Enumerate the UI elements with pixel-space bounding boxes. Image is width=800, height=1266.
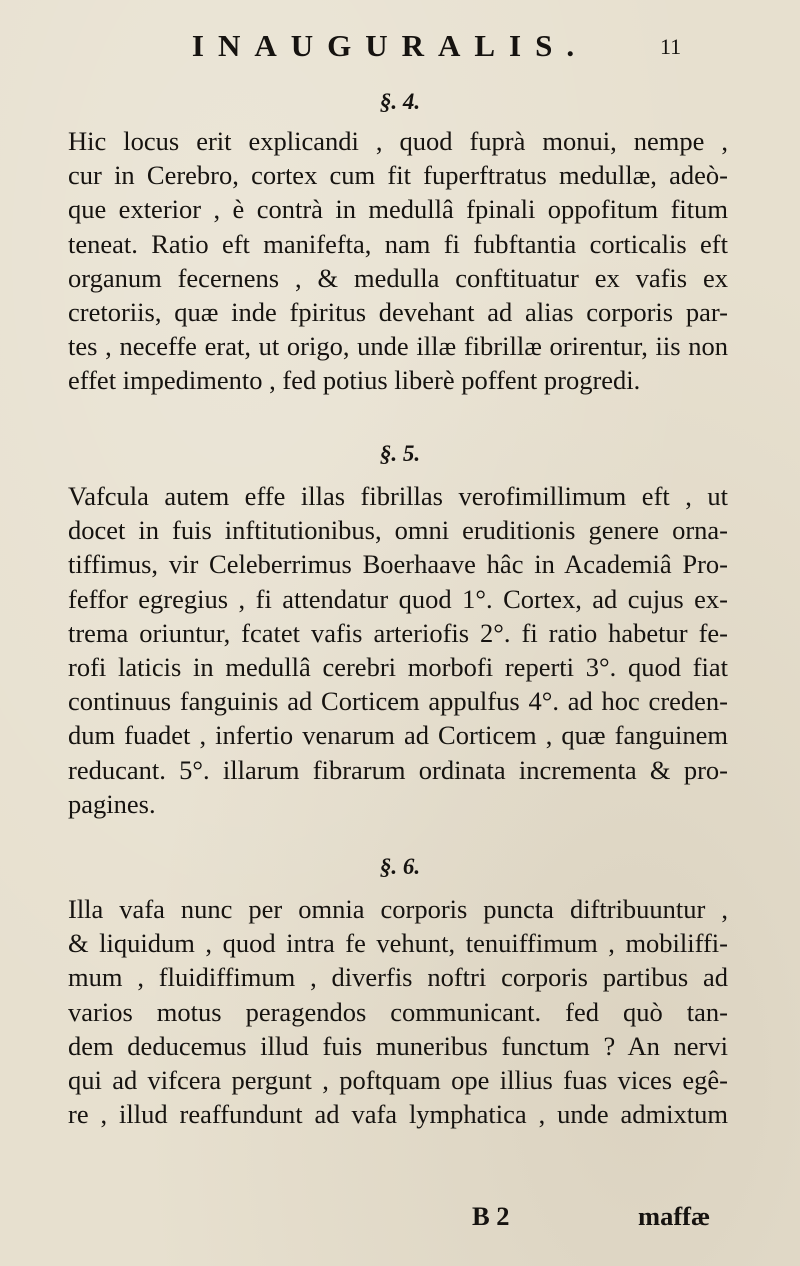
text-line: teneat. Ratio eft manifefta, nam fi fubftantia corticalis eft <box>68 228 728 259</box>
page-number: 11 <box>660 34 682 59</box>
text-line: reducant. 5°. illarum fibrarum ordinata incrementa & pro- <box>68 754 728 785</box>
paragraph-section-4 <box>68 124 728 398</box>
text-line: Illa vafa nunc per omnia corporis puncta diftribuuntur , <box>68 894 728 924</box>
text-line: trema oriuntur, fcatet vafis arteriofis 2°. fi ratio habetur fe- <box>68 617 728 648</box>
text-line: effet impedimento , fed potius liberè poffent progredi. <box>68 365 641 396</box>
text-line: tes , neceffe erat, ut origo, unde illæ fibrillæ orirentur, iis non <box>68 331 728 362</box>
text-line: cur in Cerebro, cortex cum fit fuperftratus medullæ, adeò- <box>68 160 728 191</box>
text-line: pagines. <box>68 788 156 819</box>
text-line: organum fecernens , & medulla conftituatur ex vafis ex <box>68 262 728 293</box>
text-line: mum , fluidiffimum , diverfis noftri corporis partibus ad <box>68 962 728 993</box>
running-title: INAUGURALIS. <box>191 28 589 63</box>
catchword: maffæ <box>638 1201 711 1231</box>
text-line: re , illud reaffundunt ad vafa lymphatica , unde admixtum <box>68 1099 728 1130</box>
section-mark-6: §. 6. <box>379 854 421 879</box>
text-line: dum fuadet , infertio venarum ad Corticem , quæ fanguinem <box>68 720 728 751</box>
section-mark-5: §. 5. <box>379 441 421 466</box>
text-line: que exterior , è contrà in medullâ fpinali oppofitum fitum <box>68 194 728 225</box>
text-line: dem deducemus illud fuis muneribus functum ? An nervi <box>68 1030 728 1061</box>
text-line: varios motus peragendos communicant. fed quò tan- <box>68 996 728 1027</box>
text-line: qui ad vifcera pergunt , poftquam ope illius fuas vices egê- <box>68 1065 728 1096</box>
text-line: docet in fuis inftitutionibus, omni eruditionis genere orna- <box>68 515 728 546</box>
paragraph-section-6 <box>68 892 728 1131</box>
text-line: Vafcula autem effe illas fibrillas verofimillimum eft , ut <box>68 481 728 511</box>
text-line: feffor egregius , fi attendatur quod 1°. Cortex, ad cujus ex- <box>68 583 728 614</box>
text-line: continuus fanguinis ad Corticem appulfus 4°. ad hoc creden- <box>68 686 728 717</box>
signature-mark: B 2 <box>472 1201 510 1231</box>
text-line: Hic locus erit explicandi , quod fuprà monui, nempe , <box>68 126 728 156</box>
section-mark-4: §. 4. <box>379 89 421 114</box>
paragraph-section-5 <box>68 479 728 821</box>
text-line: cretoriis, quæ inde fpiritus devehant ad alias corporis par- <box>68 297 728 328</box>
text-line: rofi laticis in medullâ cerebri morbofi reperti 3°. quod fiat <box>68 652 728 683</box>
text-line: & liquidum , quod intra fe vehunt, tenuiffimum , mobiliffi- <box>68 928 728 959</box>
text-line: tiffimus, vir Celeberrimus Boerhaave hâc in Academiâ Pro- <box>68 549 728 580</box>
